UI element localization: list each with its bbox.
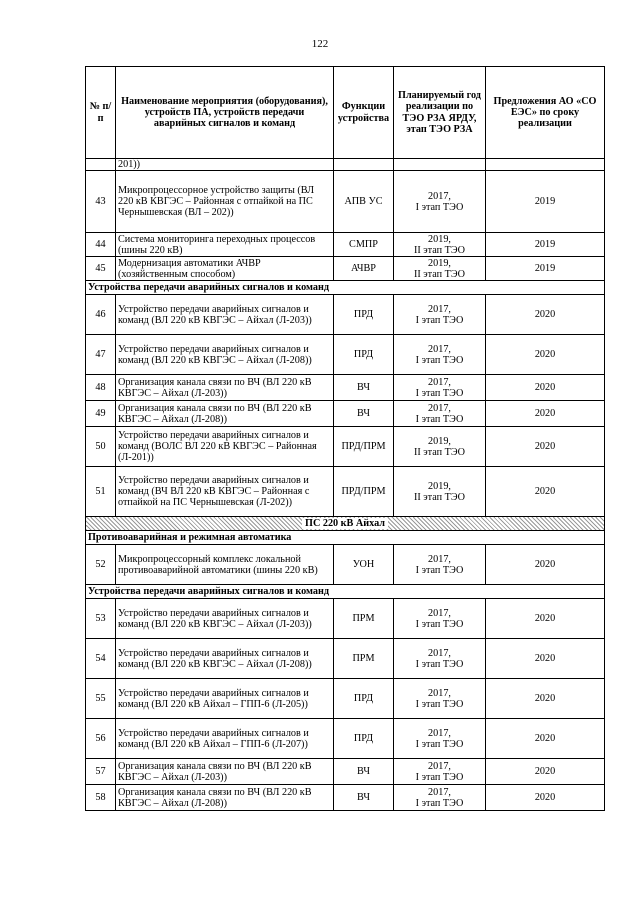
planned-stage: I этап ТЭО bbox=[415, 413, 464, 425]
device-function: ПРД/ПРМ bbox=[334, 467, 394, 517]
measure-name: Организация канала связи по ВЧ (ВЛ 220 кВ КВГЭС – Айхал (Л-208)) bbox=[116, 401, 334, 427]
planned-implementation bbox=[394, 467, 486, 517]
planned-stage: I этап ТЭО bbox=[415, 797, 464, 809]
measure-name: Устройство передачи аварийных сигналов и команд (ВОЛС ВЛ 220 кВ КВГЭС – Районная (Л-201)) bbox=[116, 427, 334, 467]
row-number: 52 bbox=[86, 545, 116, 585]
table-row bbox=[86, 467, 605, 517]
device-function: ПРД bbox=[334, 295, 394, 335]
table-header-row bbox=[86, 67, 605, 159]
row-number: 47 bbox=[86, 335, 116, 375]
device-function: ВЧ bbox=[334, 759, 394, 785]
continuation-row bbox=[86, 159, 605, 171]
planned-year: 2019, bbox=[428, 480, 451, 492]
measure-name: Организация канала связи по ВЧ (ВЛ 220 кВ КВГЭС – Айхал (Л-208)) bbox=[116, 785, 334, 811]
proposed-term: 2020 bbox=[486, 467, 605, 517]
device-function: ВЧ bbox=[334, 401, 394, 427]
row-number: 57 bbox=[86, 759, 116, 785]
section-title: Устройства передачи аварийных сигналов и команд bbox=[86, 585, 605, 599]
proposed-term: 2019 bbox=[486, 233, 605, 257]
planned-stage: I этап ТЭО bbox=[415, 738, 464, 750]
planned-stage: I этап ТЭО bbox=[415, 618, 464, 630]
planned-implementation bbox=[394, 295, 486, 335]
planned-implementation bbox=[394, 427, 486, 467]
planned-year: 2019, bbox=[428, 257, 451, 269]
device-function: ВЧ bbox=[334, 375, 394, 401]
row-number: 56 bbox=[86, 719, 116, 759]
planned-year: 2017, bbox=[428, 647, 451, 659]
proposed-term: 2020 bbox=[486, 375, 605, 401]
section-row bbox=[86, 531, 605, 545]
header-planned: Планируемый год реализации по ТЭО РЗА ЯРДУ, этап ТЭО РЗА bbox=[394, 67, 486, 159]
table-row bbox=[86, 785, 605, 811]
table-row bbox=[86, 679, 605, 719]
substation-row bbox=[86, 517, 605, 531]
section-title: Противоаварийная и режимная автоматика bbox=[86, 531, 605, 545]
row-number: 43 bbox=[86, 171, 116, 233]
row-number: 48 bbox=[86, 375, 116, 401]
planned-year: 2017, bbox=[428, 687, 451, 699]
table-row bbox=[86, 401, 605, 427]
page-number: 122 bbox=[311, 38, 329, 50]
measure-name: Устройство передачи аварийных сигналов и команд (ВЛ 220 кВ КВГЭС – Айхал (Л-208)) bbox=[116, 335, 334, 375]
proposed-term: 2020 bbox=[486, 599, 605, 639]
header-proposal: Предложения АО «СО ЕЭС» по сроку реализации bbox=[486, 67, 605, 159]
table-row bbox=[86, 335, 605, 375]
measure-name: Система мониторинга переходных процессов (шины 220 кВ) bbox=[116, 233, 334, 257]
planned-implementation bbox=[394, 257, 486, 281]
device-function: УОН bbox=[334, 545, 394, 585]
planned-stage: I этап ТЭО bbox=[415, 314, 464, 326]
row-number: 55 bbox=[86, 679, 116, 719]
row-number: 58 bbox=[86, 785, 116, 811]
planned-stage: I этап ТЭО bbox=[415, 771, 464, 783]
table-row bbox=[86, 427, 605, 467]
section-row bbox=[86, 585, 605, 599]
table-row bbox=[86, 599, 605, 639]
table-row bbox=[86, 545, 605, 585]
planned-implementation bbox=[394, 171, 486, 233]
planned-year: 2017, bbox=[428, 760, 451, 772]
header-name: Наименование мероприятия (оборудования), устройств ПА, устройств передачи аварийных сигналов и команд bbox=[116, 67, 334, 159]
measure-name: Устройство передачи аварийных сигналов и команд (ВЧ ВЛ 220 кВ КВГЭС – Районная с отпайкой на ПС Чернышевская (Л-202)) bbox=[116, 467, 334, 517]
planned-implementation bbox=[394, 679, 486, 719]
table-row bbox=[86, 759, 605, 785]
proposed-term: 2019 bbox=[486, 257, 605, 281]
planned-year: 2019, bbox=[428, 435, 451, 447]
proposed-term: 2019 bbox=[486, 171, 605, 233]
measure-name: Устройство передачи аварийных сигналов и команд (ВЛ 220 кВ Айхал – ГПП-6 (Л-205)) bbox=[116, 679, 334, 719]
planned-stage: I этап ТЭО bbox=[415, 387, 464, 399]
substation-title: ПС 220 кВ Айхал bbox=[302, 518, 388, 529]
proposed-term: 2020 bbox=[486, 759, 605, 785]
device-function: ВЧ bbox=[334, 785, 394, 811]
table-row bbox=[86, 295, 605, 335]
row-number: 51 bbox=[86, 467, 116, 517]
planned-stage: II этап ТЭО bbox=[413, 446, 466, 458]
proposed-term: 2020 bbox=[486, 401, 605, 427]
planned-implementation bbox=[394, 375, 486, 401]
planned-implementation bbox=[394, 335, 486, 375]
planned-year: 2017, bbox=[428, 303, 451, 315]
row-number: 54 bbox=[86, 639, 116, 679]
device-function: ПРД bbox=[334, 719, 394, 759]
row-number: 49 bbox=[86, 401, 116, 427]
device-function: ПРМ bbox=[334, 639, 394, 679]
table-row bbox=[86, 233, 605, 257]
planned-year: 2017, bbox=[428, 607, 451, 619]
continuation-text: 201)) bbox=[116, 159, 334, 171]
planned-stage: I этап ТЭО bbox=[415, 201, 464, 213]
planned-year: 2017, bbox=[428, 402, 451, 414]
proposed-term: 2020 bbox=[486, 639, 605, 679]
row-number: 50 bbox=[86, 427, 116, 467]
planned-year: 2017, bbox=[428, 786, 451, 798]
device-function: СМПР bbox=[334, 233, 394, 257]
planned-implementation bbox=[394, 639, 486, 679]
planned-implementation bbox=[394, 233, 486, 257]
proposed-term: 2020 bbox=[486, 719, 605, 759]
measure-name: Организация канала связи по ВЧ (ВЛ 220 кВ КВГЭС – Айхал (Л-203)) bbox=[116, 375, 334, 401]
table-row bbox=[86, 257, 605, 281]
planned-year: 2017, bbox=[428, 553, 451, 565]
planned-year: 2017, bbox=[428, 190, 451, 202]
row-number: 45 bbox=[86, 257, 116, 281]
planned-stage: II этап ТЭО bbox=[413, 491, 466, 503]
proposed-term: 2020 bbox=[486, 545, 605, 585]
planned-stage: I этап ТЭО bbox=[415, 354, 464, 366]
header-function: Функции устройства bbox=[334, 67, 394, 159]
planned-year: 2019, bbox=[428, 233, 451, 245]
row-number: 46 bbox=[86, 295, 116, 335]
planned-stage: I этап ТЭО bbox=[415, 658, 464, 670]
device-function: АПВ УС bbox=[334, 171, 394, 233]
measure-name: Микропроцессорное устройство защиты (ВЛ 220 кВ КВГЭС – Районная с отпайкой на ПС Чернышевская (ВЛ – 202)) bbox=[116, 171, 334, 233]
planned-year: 2017, bbox=[428, 343, 451, 355]
planned-implementation bbox=[394, 401, 486, 427]
section-title: Устройства передачи аварийных сигналов и команд bbox=[86, 281, 605, 295]
measures-table bbox=[85, 66, 605, 811]
measure-name: Модернизация автоматики АЧВР (хозяйственным способом) bbox=[116, 257, 334, 281]
device-function: ПРД bbox=[334, 679, 394, 719]
measure-name: Устройство передачи аварийных сигналов и команд (ВЛ 220 кВ Айхал – ГПП-6 (Л-207)) bbox=[116, 719, 334, 759]
measure-name: Устройство передачи аварийных сигналов и команд (ВЛ 220 кВ КВГЭС – Айхал (Л-208)) bbox=[116, 639, 334, 679]
device-function: ПРД/ПРМ bbox=[334, 427, 394, 467]
row-number: 44 bbox=[86, 233, 116, 257]
planned-implementation bbox=[394, 599, 486, 639]
header-num: № п/п bbox=[86, 67, 116, 159]
device-function: ПРМ bbox=[334, 599, 394, 639]
table-row bbox=[86, 639, 605, 679]
table-row bbox=[86, 719, 605, 759]
planned-year: 2017, bbox=[428, 727, 451, 739]
planned-stage: II этап ТЭО bbox=[413, 268, 466, 280]
measure-name: Организация канала связи по ВЧ (ВЛ 220 кВ КВГЭС – Айхал (Л-203)) bbox=[116, 759, 334, 785]
planned-implementation bbox=[394, 719, 486, 759]
section-row bbox=[86, 281, 605, 295]
table-row bbox=[86, 375, 605, 401]
planned-stage: I этап ТЭО bbox=[415, 564, 464, 576]
proposed-term: 2020 bbox=[486, 335, 605, 375]
proposed-term: 2020 bbox=[486, 427, 605, 467]
proposed-term: 2020 bbox=[486, 679, 605, 719]
planned-implementation bbox=[394, 545, 486, 585]
table-row bbox=[86, 171, 605, 233]
planned-stage: I этап ТЭО bbox=[415, 698, 464, 710]
row-number: 53 bbox=[86, 599, 116, 639]
proposed-term: 2020 bbox=[486, 785, 605, 811]
planned-implementation bbox=[394, 785, 486, 811]
measure-name: Устройство передачи аварийных сигналов и команд (ВЛ 220 кВ КВГЭС – Айхал (Л-203)) bbox=[116, 599, 334, 639]
device-function: ПРД bbox=[334, 335, 394, 375]
planned-year: 2017, bbox=[428, 376, 451, 388]
measure-name: Устройство передачи аварийных сигналов и команд (ВЛ 220 кВ КВГЭС – Айхал (Л-203)) bbox=[116, 295, 334, 335]
device-function: АЧВР bbox=[334, 257, 394, 281]
planned-stage: II этап ТЭО bbox=[413, 244, 466, 256]
planned-implementation bbox=[394, 759, 486, 785]
proposed-term: 2020 bbox=[486, 295, 605, 335]
measure-name: Микропроцессорный комплекс локальной противоаварийной автоматики (шины 220 кВ) bbox=[116, 545, 334, 585]
